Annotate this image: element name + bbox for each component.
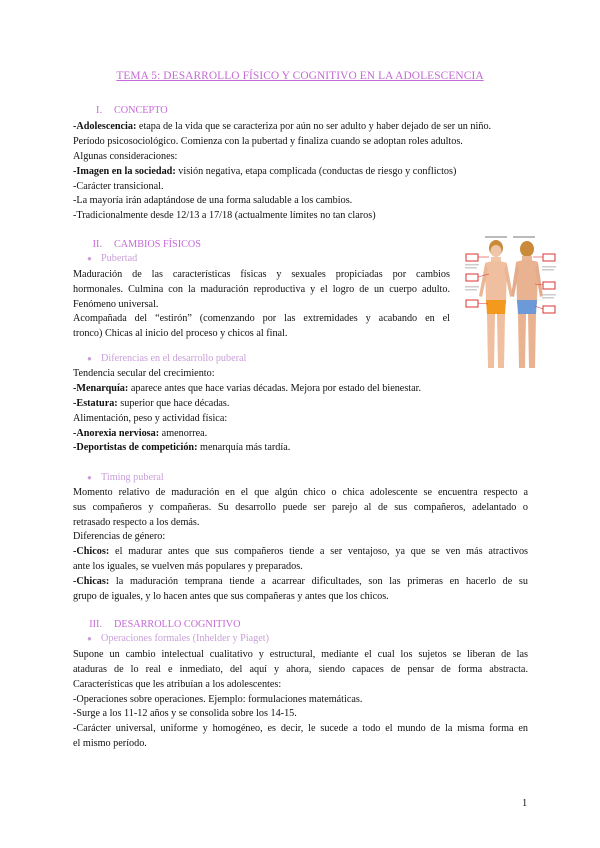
paragraph-line: -Estatura: superior que hace décadas. [73, 398, 230, 409]
paragraph-line: Supone un cambio intelectual cualitativo y estructural, mediante el cual los sujetos se liberan de las [73, 649, 528, 660]
paragraph-line: Período psicosociológico. Comienza con la pubertad y finaliza cuando se adoptan roles adultos. [73, 136, 463, 147]
paragraph-line: Maduración de las características físicas y sexuales propiciadas por cambios [73, 269, 450, 280]
page-title: TEMA 5: DESARROLLO FÍSICO Y COGNITIVO EN LA ADOLESCENCIA [116, 70, 484, 82]
paragraph-line: -Adolescencia: etapa de la vida que se caracteriza por aún no ser adulto y haber dejado de ser un niño. [73, 121, 492, 132]
paragraph-line: Características que les atribuían a los adolescentes: [73, 679, 282, 690]
paragraph-line: -Surge a los 11-12 años y se consolida sobre los 14-15. [73, 708, 297, 719]
subheading-diferencias: ● Diferencias en el desarrollo puberal [87, 353, 247, 364]
paragraph-line: -La mayoría irán adaptándose de una forma saludable a los cambios. [73, 195, 353, 206]
paragraph-line: -Menarquía: aparece antes que hace varias décadas. Mejora por estado del bienestar. [73, 383, 422, 394]
subheading-operaciones-formales: ● Operaciones formales (Inhelder y Piaget) [87, 633, 270, 644]
paragraph-line: -Imagen en la sociedad: visión negativa, etapa complicada (conductas de riesgo y conflictos) [73, 166, 457, 177]
paragraph-line: Alimentación, peso y actividad física: [73, 413, 228, 424]
section-heading-desarrollo-cognitivo: III. DESARROLLO COGNITIVO [89, 619, 241, 630]
page-number: 1 [522, 798, 528, 809]
paragraph-line: -Chicas: la maduración temprana tiende a acarrear dificultades, son las primeras en hacerlo de su [73, 576, 528, 587]
paragraph-line: Algunas consideraciones: [73, 151, 178, 162]
paragraph-line: -Anorexia nerviosa: amenorrea. [73, 428, 208, 439]
paragraph-line: Tendencia secular del crecimiento: [73, 368, 215, 379]
paragraph-line: -Tradicionalmente desde 12/13 a 17/18 (actualmente límites no tan claros) [73, 210, 376, 221]
paragraph-line: hormonales. Culmina con la maduración reproductiva y el logro de un cuerpo adulto. [73, 284, 450, 295]
paragraph-line: tronco) Chicas al inicio del proceso y chicos al final. [73, 328, 288, 339]
paragraph-line: -Carácter transicional. [73, 181, 164, 192]
section-heading-cambios-fisicos: II. CAMBIOS FÍSICOS [92, 239, 201, 250]
paragraph-line: el mismo período. [73, 738, 147, 749]
section-heading-concepto: I. CONCEPTO [96, 105, 168, 116]
paragraph-line: -Operaciones sobre operaciones. Ejemplo: formulaciones matemáticas. [73, 694, 363, 705]
paragraph-line: Diferencias de género: [73, 531, 166, 542]
paragraph-line: Fenómeno universal. [73, 299, 159, 310]
puberty-body-illustration [463, 234, 558, 374]
paragraph-line: -Deportistas de competición: menarquía más tardía. [73, 442, 291, 453]
paragraph-line: -Carácter universal, uniforme y homogéneo, es decir, le sucede a todo el mundo de la misma forma en [73, 723, 528, 734]
paragraph-line: ataduras de lo real e inmediato, del aquí y ahora, siendo capaces de pensar de forma abstracta. [73, 664, 528, 675]
paragraph-line: Momento relativo de maduración en el que algún chico o chica adolescente se encuentra respecto a [73, 487, 528, 498]
subheading-pubertad: ● Pubertad [87, 253, 138, 264]
paragraph-line: ante los iguales, se vuelven más populares y preparados. [73, 561, 303, 572]
paragraph-line: grupo de iguales, y lo hacen antes que sus compañeras y antes que los chicos. [73, 591, 389, 602]
paragraph-line: Acompañada del “estirón” (comenzando por las extremidades y acabando en el [73, 313, 450, 324]
paragraph-line: sus compañeros y compañeras. Su desarrollo puede ser parejo al de sus compañeros, adelantado o [73, 502, 528, 513]
subheading-timing: ● Timing puberal [87, 472, 164, 483]
paragraph-line: -Chicos: el madurar antes que sus compañeros tiende a ser ventajoso, ya que se ven más atractivos [73, 546, 528, 557]
paragraph-line: retrasado respecto a los demás. [73, 517, 200, 528]
